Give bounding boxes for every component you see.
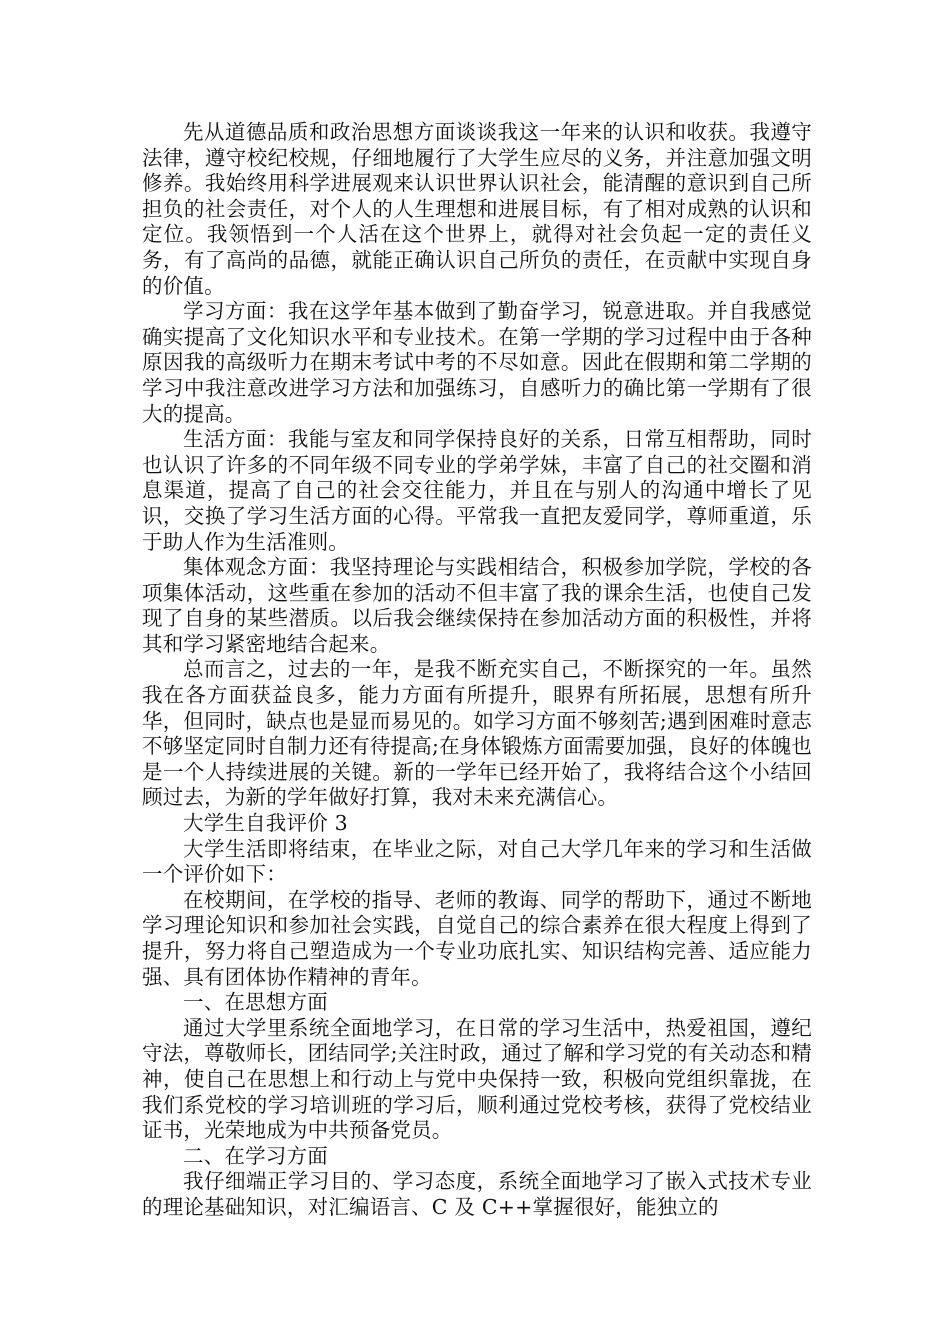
paragraph-thought: 通过大学里系统全面地学习，在日常的学习生活中，热爱祖国，遵纪守法，尊敬师长，团结同学;关注时政，通过了解和学习党的有关动态和精神，使自己在思想上和行动上与党中央保持一致，积极向党组织靠拢，在我们系党校的学习培训班的学习后，顺利通过党校考核，获得了党校结业证书，光荣地成为中共预备党员。 bbox=[142, 1015, 812, 1143]
paragraph-summary: 总而言之，过去的一年，是我不断充实自己，不断探究的一年。虽然我在各方面获益良多，能力方面有所提升，眼界有所拓展，思想有所升华，但同时，缺点也是显而易见的。如学习方面不够刻苦;遇到困难时意志不够坚定同时自制力还有待提高;在身体锻炼方面需要加强，良好的体魄也是一个人持续进展的关键。新的一学年已经开始了，我将结合这个小结回顾过去，为新的学年做好打算，我对未来充满信心。 bbox=[142, 657, 812, 810]
paragraph-school-period: 在校期间，在学校的指导、老师的教诲、同学的帮助下，通过不断地学习理论知识和参加社会实践，自觉自己的综合素养在很大程度上得到了提升，努力将自己塑造成为一个专业功底扎实、知识结构完善、适应能力强、具有团体协作精神的青年。 bbox=[142, 887, 812, 989]
paragraph-intro: 大学生活即将结束，在毕业之际，对自己大学几年来的学习和生活做一个评价如下： bbox=[142, 836, 812, 887]
subheading-study: 二、在学习方面 bbox=[183, 1143, 328, 1168]
paragraph-moral-quality: 先从道德品质和政治思想方面谈谈我这一年来的认识和收获。我遵守法律，遵守校纪校规，仔细地履行了大学生应尽的义务，并注意加强文明修养。我始终用科学进展观来认识世界认识社会，能清醒的意识到自己所担负的社会责任，对个人的人生理想和进展目标，有了相对成熟的认识和定位。我领悟到一个人活在这个世界上，就得对社会负起一定的责任义务，有了高尚的品德，就能正确认识自己所负的责任，在贡献中实现自身的价值。 bbox=[142, 120, 812, 298]
paragraph-study: 我仔细端正学习目的、学习态度，系统全面地学习了嵌入式技术专业的理论基础知识，对汇编语言、C 及 C++掌握很好，能独立的 bbox=[142, 1169, 812, 1219]
paragraph-collective-aspect: 集体观念方面：我坚持理论与实践相结合，积极参加学院，学校的各项集体活动，这些重在参加的活动不但丰富了我的课余生活，也使自己发现了自身的某些潜质。以后我会继续保持在参加活动方面的积极性，并将其和学习紧密地结合起来。 bbox=[142, 555, 812, 656]
section-heading-evaluation-3: 大学生自我评价 3 bbox=[183, 811, 348, 836]
paragraph-life-aspect: 生活方面：我能与室友和同学保持良好的关系，日常互相帮助，同时也认识了许多的不同年级不同专业的学弟学妹，丰富了自己的社交圈和消息渠道，提高了自己的社会交往能力，并且在与别人的沟通中增长了见识，交换了学习生活方面的心得。平常我一直把友爱同学，尊师重道，乐于助人作为生活准则。 bbox=[142, 427, 812, 554]
paragraph-study-aspect: 学习方面：我在这学年基本做到了勤奋学习，锐意进取。并自我感觉确实提高了文化知识水平和专业技术。在第一学期的学习过程中由于各种原因我的高级听力在期末考试中考的不尽如意。因此在假期和第二学期的学习中我注意改进学习方法和加强练习，自感听力的确比第一学期有了很大的提高。 bbox=[142, 299, 812, 426]
document-body bbox=[142, 120, 812, 1221]
subheading-thought: 一、在思想方面 bbox=[183, 990, 328, 1015]
